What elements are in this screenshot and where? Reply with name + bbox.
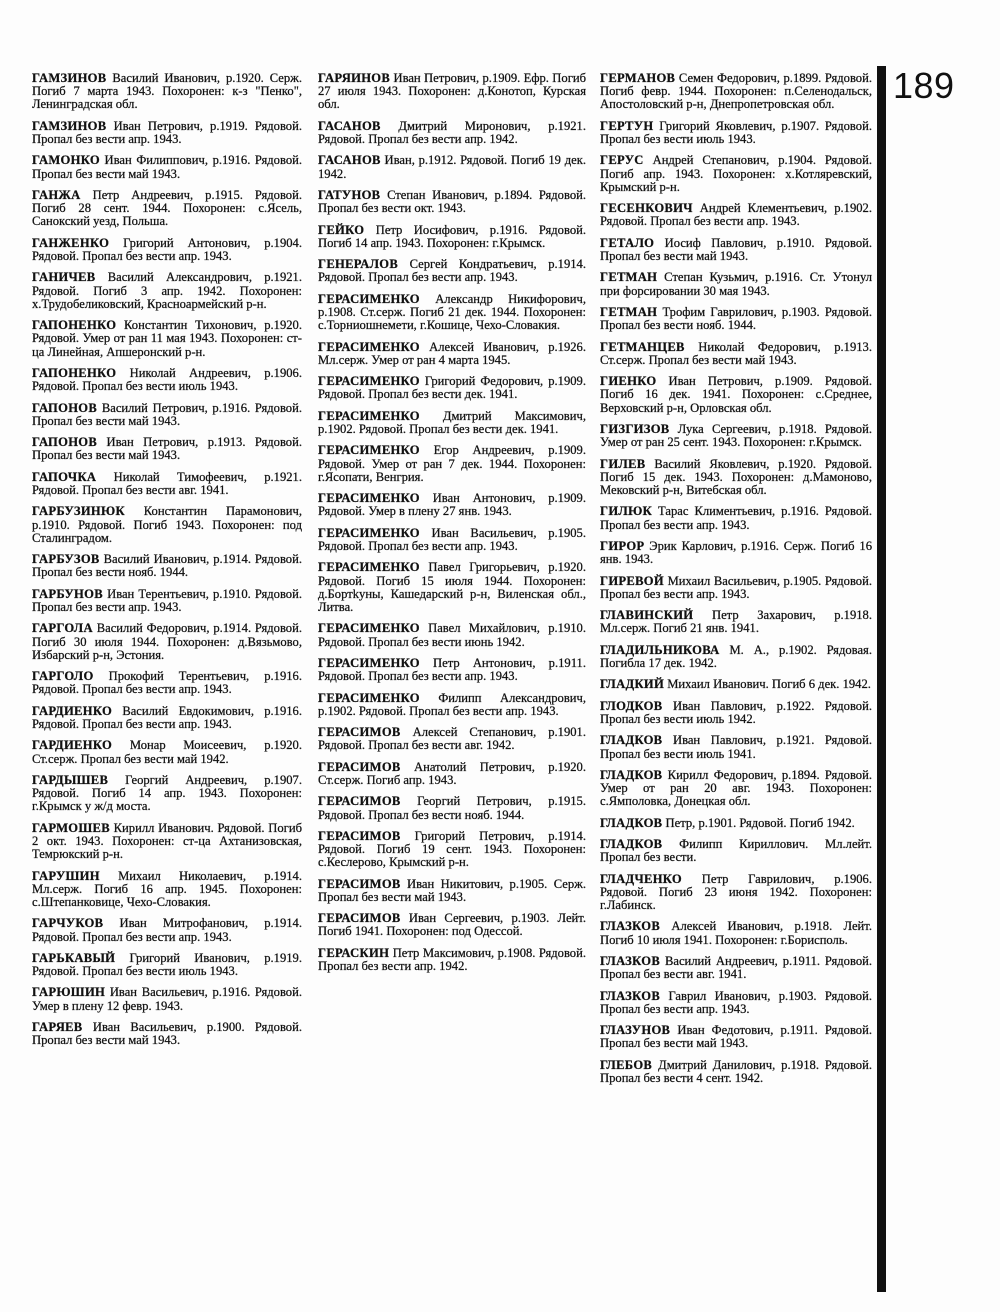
list-item [600,423,872,449]
list-item [32,120,302,146]
list-item [600,817,872,830]
entry-surname: ГЕРАСИМЕНКО [318,408,420,423]
list-item [32,917,302,943]
entry-details: Григорий Иванович, р.1919. Рядовой. Пропал без вести июль 1943. [32,950,302,979]
list-item [318,726,586,752]
entry-surname: ГЕРАСИМОВ [318,759,401,774]
entry-details: Иван Петрович, р.1919. Рядовой. Пропал без вести апр. 1943. [32,118,302,146]
entry-surname: ГАМЗИНОВ [32,118,107,133]
list-item [600,838,872,864]
entry-details: Анатолий Петрович, р.1920. Ст.серж. Погиб апр. 1943. [318,759,587,787]
entry-surname: ГИЛЮК [600,504,653,519]
list-item [32,588,302,614]
entry-details: Иван Митрофанович, р.1914. Рядовой. Пропал без вести апр. 1943. [32,916,302,944]
list-item [32,870,302,910]
list-item [600,575,872,601]
entry-surname: ГАРЬКАВЫЙ [32,950,116,965]
entry-surname: ГЕРАСИМЕНКО [318,374,420,389]
list-item [600,769,872,809]
entry-surname: ГЕРАСИМОВ [318,911,401,926]
entry-surname: ГЛАДКОВ [600,767,663,782]
entry-surname: ГЕРАСИМЕНКО [318,655,420,670]
entry-surname: ГАРБУНОВ [32,586,103,601]
entry-details: Петр Андреевич, р.1915. Рядовой. Погиб 28 сент. 1944. Похоронен: с.Ясель, Санокский уезд, Польша. [32,187,302,229]
list-item [600,1059,872,1085]
entry-surname: ГАРДИЕНКО [32,703,113,718]
entry-surname: ГЕРАСИМЕНКО [318,491,420,506]
entry-details: Петр Захарович, р.1918. Мл.серж. Погиб 21 янв. 1941. [600,608,872,636]
entry-details: Дмитрий Миронович, р.1921. Рядовой. Пропал без вести апр. 1942. [318,118,586,146]
entry-details: Василий Александрович, р.1921. Рядовой. Погиб 3 апр. 1942. Похоронен: х.Трудобеликовский, Красноармейский р-н. [32,270,302,311]
entry-details: Павел Григорьевич, р.1920. Рядовой. Погиб 15 июля 1944. Похоронен: д.Бортkуны, Кашедарский р-н, Виленская обл., Литва. [318,560,586,614]
entry-details: Иван Филиппович, р.1916. Рядовой. Пропал без вести май 1943. [32,153,302,181]
list-item [318,561,586,614]
entry-details: Василий Евдокимович, р.1916. Рядовой. Пропал без вести апр. 1943. [32,703,302,731]
entry-surname: ГЕСЕНКОВИЧ [600,201,693,216]
entry-surname: ГИРЕВОЙ [600,573,664,588]
column-2 [318,72,586,981]
entry-surname: ГАРЯЕВ [32,1020,83,1035]
entry-surname: ГАСАНОВ [318,118,381,133]
entry-details: Петр Иосифович, р.1916. Рядовой. Погиб 14 апр. 1943. Похоронен: г.Крымск. [318,222,587,250]
entry-surname: ГЕТМАН [600,270,658,285]
entry-surname: ГАНЖЕНКО [32,235,110,250]
column-3 [600,72,872,1093]
entry-surname: ГАРЯИНОВ [318,71,391,85]
list-item [600,955,872,981]
list-item [32,367,302,393]
entry-details: Иван Федотович, р.1911. Рядовой. Пропал без вести май 1943. [600,1023,872,1051]
entry-details: Иван Васильевич, р.1916. Рядовой. Умер в плену 12 февр. 1943. [32,985,302,1013]
entry-details: Алексей Степанович, р.1901. Рядовой. Пропал без вести авг. 1942. [318,725,586,753]
entry-details: Василий Андреевич, р.1911. Рядовой. Пропал без вести авг. 1941. [600,954,872,982]
entry-surname: ГЕРАСИМОВ [318,794,401,809]
entry-details: Дмитрий Данилович, р.1918. Рядовой. Пропал без вести 4 сент. 1942. [600,1057,872,1086]
entry-surname: ГЛАВИНСКИЙ [600,608,694,623]
entry-details: Иван Терентьевич, р.1910. Рядовой. Пропал без вести апр. 1943. [32,586,302,614]
entry-surname: ГАТУНОВ [318,187,381,202]
entry-details: Монар Моисеевич, р.1920. Ст.серж. Пропал без вести май 1942. [32,738,302,766]
entry-details: Алексей Иванович, р.1918. Лейт. Погиб 10 июля 1941. Похоронен: г.Борисполь. [600,919,872,947]
entry-details: Василий Федорович, р.1914. Рядовой. Погиб 30 июля 1944. Похоронен: д.Вязьмово, Избарский р-н, Эстония. [32,621,302,662]
list-item [318,410,586,436]
list-item [600,678,872,691]
list-item [318,72,586,112]
entry-details: Иван, р.1912. Рядовой. Погиб 19 дек. 1942. [318,153,586,181]
entry-surname: ГИЕНКО [600,374,657,389]
list-item [600,458,872,498]
entry-surname: ГАПОНЕНКО [32,365,117,380]
entry-surname: ГАРУШИН [32,868,100,883]
entry-surname: ГАРЧУКОВ [32,916,104,931]
list-item [600,920,872,946]
list-item [318,258,586,284]
entry-details: Трофим Гаврилович, р.1903. Рядовой. Пропал без вести нояб. 1944. [600,304,872,333]
entry-details: Михаил Иванович. Погиб 6 дек. 1942. [667,677,871,692]
entry-surname: ГЛАДИЛЬНИКОВА [600,642,720,657]
entry-surname: ГЕРАСИМЕНКО [318,621,420,636]
vertical-rule [877,66,886,1292]
entry-surname: ГИРОР [600,538,645,553]
entry-details: Степан Кузьмич, р.1916. Ст. Утонул при форсировании 30 мая 1943. [600,270,872,298]
page-number: 189 [893,65,955,106]
list-item [600,1024,872,1050]
list-item [600,873,872,913]
list-item [318,341,586,367]
entry-surname: ГЕТМАНЦЕВ [600,339,685,354]
list-item [32,505,302,545]
entry-details: Филипп Александрович, р.1902. Рядовой. Пропал без вести апр. 1943. [318,690,586,718]
entry-surname: ГЛАЗКОВ [600,954,661,969]
list-item [32,319,302,359]
entry-surname: ГЛАДКОВ [600,733,663,748]
list-item [318,657,586,683]
list-item [600,154,872,194]
entry-details: Иван Васильевич, р.1900. Рядовой. Пропал без вести май 1943. [32,1020,302,1048]
list-item [318,120,586,146]
entry-details: Григорий Петрович, р.1914. Рядовой. Погиб 19 сент. 1943. Похоронен: с.Кеслерово, Крымский р-н. [318,828,586,870]
list-item [600,202,872,228]
entry-details: Николай Тимофеевич, р.1921. Рядовой. Пропал без вести авг. 1941. [32,469,302,497]
list-item [600,505,872,531]
entry-details: Петр, р.1901. Рядовой. Погиб 1942. [665,815,855,830]
entry-details: Григорий Федорович, р.1909. Рядовой. Пропал без вести дек. 1941. [318,374,586,402]
list-item [600,700,872,726]
entry-details: Алексей Иванович, р.1926. Мл.серж. Умер от ран 4 марта 1945. [318,339,586,367]
entry-details: Гаврил Иванович, р.1903. Рядовой. Пропал без вести апр. 1943. [600,988,872,1016]
list-item [32,822,302,862]
entry-surname: ГЕРАСИМЕНКО [318,560,420,575]
entry-surname: ГАРДЫШЕВ [32,772,109,787]
entry-details: Иван Петрович, р.1909. Рядовой. Погиб 16 дек. 1941. Похоронен: с.Среднее, Верховский р-н, Орловская обл. [600,374,872,415]
entry-surname: ГАРДИЕНКО [32,738,113,753]
list-item [600,120,872,146]
entry-details: Иван Павлович, р.1921. Рядовой. Пропал без вести июль 1941. [600,733,872,761]
entry-details: Иван Петрович, р.1909. Ефр. Погиб 27 июля 1943. Похоронен: д.Конотоп, Курская обл. [318,71,587,112]
list-item [600,990,872,1016]
list-item [318,622,586,648]
entry-surname: ГАРБУЗОВ [32,552,100,567]
entry-surname: ГАРЮШИН [32,985,106,1000]
entry-surname: ГАПОЧКА [32,469,97,484]
entry-details: Павел Михайлович, р.1910. Рядовой. Пропал без вести июнь 1942. [318,621,586,649]
list-item [32,739,302,765]
list-item [32,436,302,462]
entry-surname: ГАПОНЕНКО [32,318,117,333]
entry-details: Михаил Васильевич, р.1905. Рядовой. Пропал без вести апр. 1943. [600,573,872,601]
entry-details: Василий Петрович, р.1916. Рядовой. Пропал без вести май 1943. [32,400,302,428]
entry-details: Константин Тихонович, р.1920. Рядовой. Умер от ран 11 мая 1943. Похоронен: ст-ца Линейная, Апшеронский р-н. [32,318,302,359]
entry-details: Николай Андреевич, р.1906. Рядовой. Пропал без вести июль 1943. [32,365,302,394]
entry-details: М. А., р.1902. Рядовая. Погибла 17 дек. 1942. [600,642,872,670]
entry-surname: ГАРМОШЕВ [32,820,110,835]
list-item [32,1021,302,1047]
entry-surname: ГЛАДКИЙ [600,677,665,692]
entry-details: Александр Никифорович, р.1908. Ст.серж. Погиб 21 дек. 1944. Похоронен: с.Торниошнемети, г.Кошице, Чехо-Словакия. [318,291,586,333]
entry-surname: ГАРГОЛА [32,621,93,636]
entry-details: Василий Яковлевич, р.1920. Рядовой. Погиб 15 дек. 1943. Похоронен: д.Мамоново, Мековский р-н, Витебская обл. [600,456,872,497]
entry-details: Семен Федорович, р.1899. Рядовой. Погиб февр. 1944. Похоронен: п.Селенодальск, Апостоловский р-н, Днепропетровская обл. [600,71,872,112]
entry-surname: ГЛАЗКОВ [600,919,661,934]
entry-details: Иван Никитович, р.1905. Серж. Пропал без вести май 1943. [318,876,587,904]
list-item [600,271,872,297]
list-item [318,527,586,553]
entry-details: Иван Петрович, р.1913. Рядовой. Пропал без вести май 1943. [32,435,302,463]
list-item [600,72,872,112]
list-item [32,622,302,662]
list-item [600,237,872,263]
entry-details: Прокофий Терентьевич, р.1916. Рядовой. Пропал без вести апр. 1943. [32,669,302,697]
entry-details: Петр Гаврилович, р.1906. Рядовой. Погиб 23 июня 1942. Похоронен: г.Лабинск. [600,871,872,913]
entry-details: Василий Иванович, р.1914. Рядовой. Пропал без вести нояб. 1944. [32,552,302,580]
entry-surname: ГЕТМАН [600,304,658,319]
entry-details: Константин Парамонович, р.1910. Рядовой. Погиб 1943. Похоронен: под Сталинградом. [32,504,302,545]
entry-details: Иван Павлович, р.1922. Рядовой. Пропал без вести июль 1942. [600,698,872,726]
entry-details: Андрей Клементьевич, р.1902. Рядовой. Пропал без вести апр. 1943. [600,201,872,229]
entry-details: Георгий Андреевич, р.1907. Рядовой. Погиб 14 апр. 1943. Похоронен: г.Крымск у ж/д моста. [32,772,302,814]
entry-surname: ГЕРАСИМЕНКО [318,339,420,354]
entry-surname: ГЛОДКОВ [600,698,663,713]
list-item [318,444,586,484]
entry-details: Дмитрий Максимович, р.1902. Рядовой. Пропал без вести дек. 1941. [318,408,586,436]
entry-details: Степан Иванович, р.1894. Рядовой. Пропал без вести окт. 1943. [318,187,587,216]
list-item [32,471,302,497]
list-item [32,670,302,696]
list-item [318,947,586,973]
list-item [32,553,302,579]
list-item [600,341,872,367]
list-item [318,912,586,938]
entry-surname: ГАМОНКО [32,153,100,168]
entry-surname: ГАРГОЛО [32,669,94,684]
entry-surname: ГАПОНОВ [32,400,98,415]
entry-details: Лука Сергеевич, р.1918. Рядовой. Умер от ран 25 сент. 1943. Похоронен: г.Крымск. [600,421,872,450]
entry-surname: ГАНИЧЕВ [32,270,96,285]
entry-details: Эрик Карлович, р.1916. Серж. Погиб 16 янв. 1943. [600,538,872,567]
list-item [318,492,586,518]
entry-details: Василий Иванович, р.1920. Серж. Погиб 7 марта 1943. Похоронен: к-з "Пенко", Ленинградская обл. [32,71,302,112]
entry-details: Иван Антонович, р.1909. Рядовой. Умер в плену 27 янв. 1943. [318,491,586,519]
entry-surname: ГЕЙКО [318,222,365,237]
column-1 [32,72,302,1056]
entry-details: Иван Сергеевич, р.1903. Лейт. Погиб 1941. Похоронен: под Одессой. [318,911,586,939]
list-item [32,154,302,180]
entry-surname: ГЕРМАНОВ [600,71,676,85]
entry-surname: ГЕНЕРАЛОВ [318,257,399,272]
entry-surname: ГЕРАСИМЕНКО [318,291,420,306]
entry-details: Андрей Степанович, р.1904. Рядовой. Погиб апр. 1943. Похоронен: х.Котляревский, Крымский р-н. [600,153,872,194]
list-item [318,375,586,401]
entry-details: Николай Федорович, р.1913. Ст.серж. Пропал без вести май 1943. [600,339,872,367]
list-item [600,375,872,415]
list-item [318,830,586,870]
list-item [600,306,872,332]
entry-surname: ГИЛЕВ [600,456,646,471]
entry-details: Иван Васильевич, р.1905. Рядовой. Пропал без вести апр. 1943. [318,525,586,553]
list-item [318,189,586,215]
entry-surname: ГЛЕБОВ [600,1057,653,1072]
entry-surname: ГЕРАСИМОВ [318,725,401,740]
list-item [600,540,872,566]
entry-surname: ГЕРАСИМЕНКО [318,443,420,458]
entry-details: Егор Андреевич, р.1909. Рядовой. Умер от ран 7 дек. 1944. Похоронен: г.Ясопати, Венгрия. [318,443,586,484]
list-item [32,952,302,978]
list-item [32,705,302,731]
entry-surname: ГЕРАСИМОВ [318,876,401,891]
list-item [32,986,302,1012]
entry-surname: ГЕРТУН [600,118,654,133]
entry-surname: ГАМЗИНОВ [32,71,107,85]
entry-surname: ГЕРАСИМЕНКО [318,690,420,705]
entry-surname: ГАПОНОВ [32,435,98,450]
list-item [600,644,872,670]
list-item [318,692,586,718]
entry-details: Григорий Антонович, р.1904. Рядовой. Пропал без вести апр. 1943. [32,235,302,263]
entry-details: Тарас Климентьевич, р.1916. Рядовой. Пропал без вести апр. 1943. [600,504,873,532]
list-item [32,72,302,112]
entry-surname: ГАСАНОВ [318,153,381,168]
entry-details: Георгий Петрович, р.1915. Рядовой. Пропал без вести нояб. 1944. [318,794,586,822]
entry-details: Петр Антонович, р.1911. Рядовой. Пропал без вести апр. 1943. [318,655,586,684]
list-item [32,189,302,229]
entry-details: Кирилл Федорович, р.1894. Рядовой. Умер от ран 20 авг. 1943. Похоронен: с.Ямполовка, Донецкая обл. [600,767,872,809]
entry-surname: ГАНЖА [32,187,81,202]
entry-surname: ГИЗГИЗОВ [600,421,670,436]
list-item [318,878,586,904]
list-item [600,609,872,635]
entry-details: Филипп Кириллович. Мл.лейт. Пропал без вести. [600,837,872,865]
entry-details: Петр Максимович, р.1908. Рядовой. Пропал без вести апр. 1942. [318,945,586,974]
list-item [600,734,872,760]
entry-surname: ГЛАДКОВ [600,837,663,852]
entry-details: Сергей Кондратьевич, р.1914. Рядовой. Пропал без вести апр. 1943. [318,257,586,285]
entry-surname: ГЛАЗУНОВ [600,1023,671,1038]
list-item [32,774,302,814]
list-item [318,224,586,250]
entry-surname: ГЕРАСИМОВ [318,828,401,843]
entry-surname: ГЛАДЧЕНКО [600,871,683,886]
entry-surname: ГЕРУС [600,153,644,168]
entry-details: Иосиф Павлович, р.1910. Рядовой. Пропал без вести май 1943. [600,235,872,263]
list-item [32,271,302,311]
list-item [318,293,586,333]
entry-surname: ГЛАДКОВ [600,815,663,830]
entry-details: Михаил Николаевич, р.1914. Мл.серж. Погиб 16 апр. 1945. Похоронен: с.Штепанковице, Чехо-Словакия. [32,868,302,909]
entry-surname: ГЕРАСКИН [318,945,390,960]
entry-surname: ГЛАЗКОВ [600,988,661,1003]
list-item [318,795,586,821]
list-item [32,237,302,263]
entry-surname: ГЕТАЛО [600,235,655,250]
entry-surname: ГЕРАСИМЕНКО [318,525,420,540]
entry-details: Кирилл Иванович. Рядовой. Погиб 2 окт. 1943. Похоронен: ст-ца Ахтанизовская, Темрюкский р-н. [32,820,302,862]
entry-surname: ГАРБУЗИНЮК [32,504,125,519]
entry-details: Григорий Яковлевич, р.1907. Рядовой. Пропал без вести июль 1943. [600,118,872,146]
list-item [318,761,586,787]
list-item [318,154,586,180]
list-item [32,402,302,428]
